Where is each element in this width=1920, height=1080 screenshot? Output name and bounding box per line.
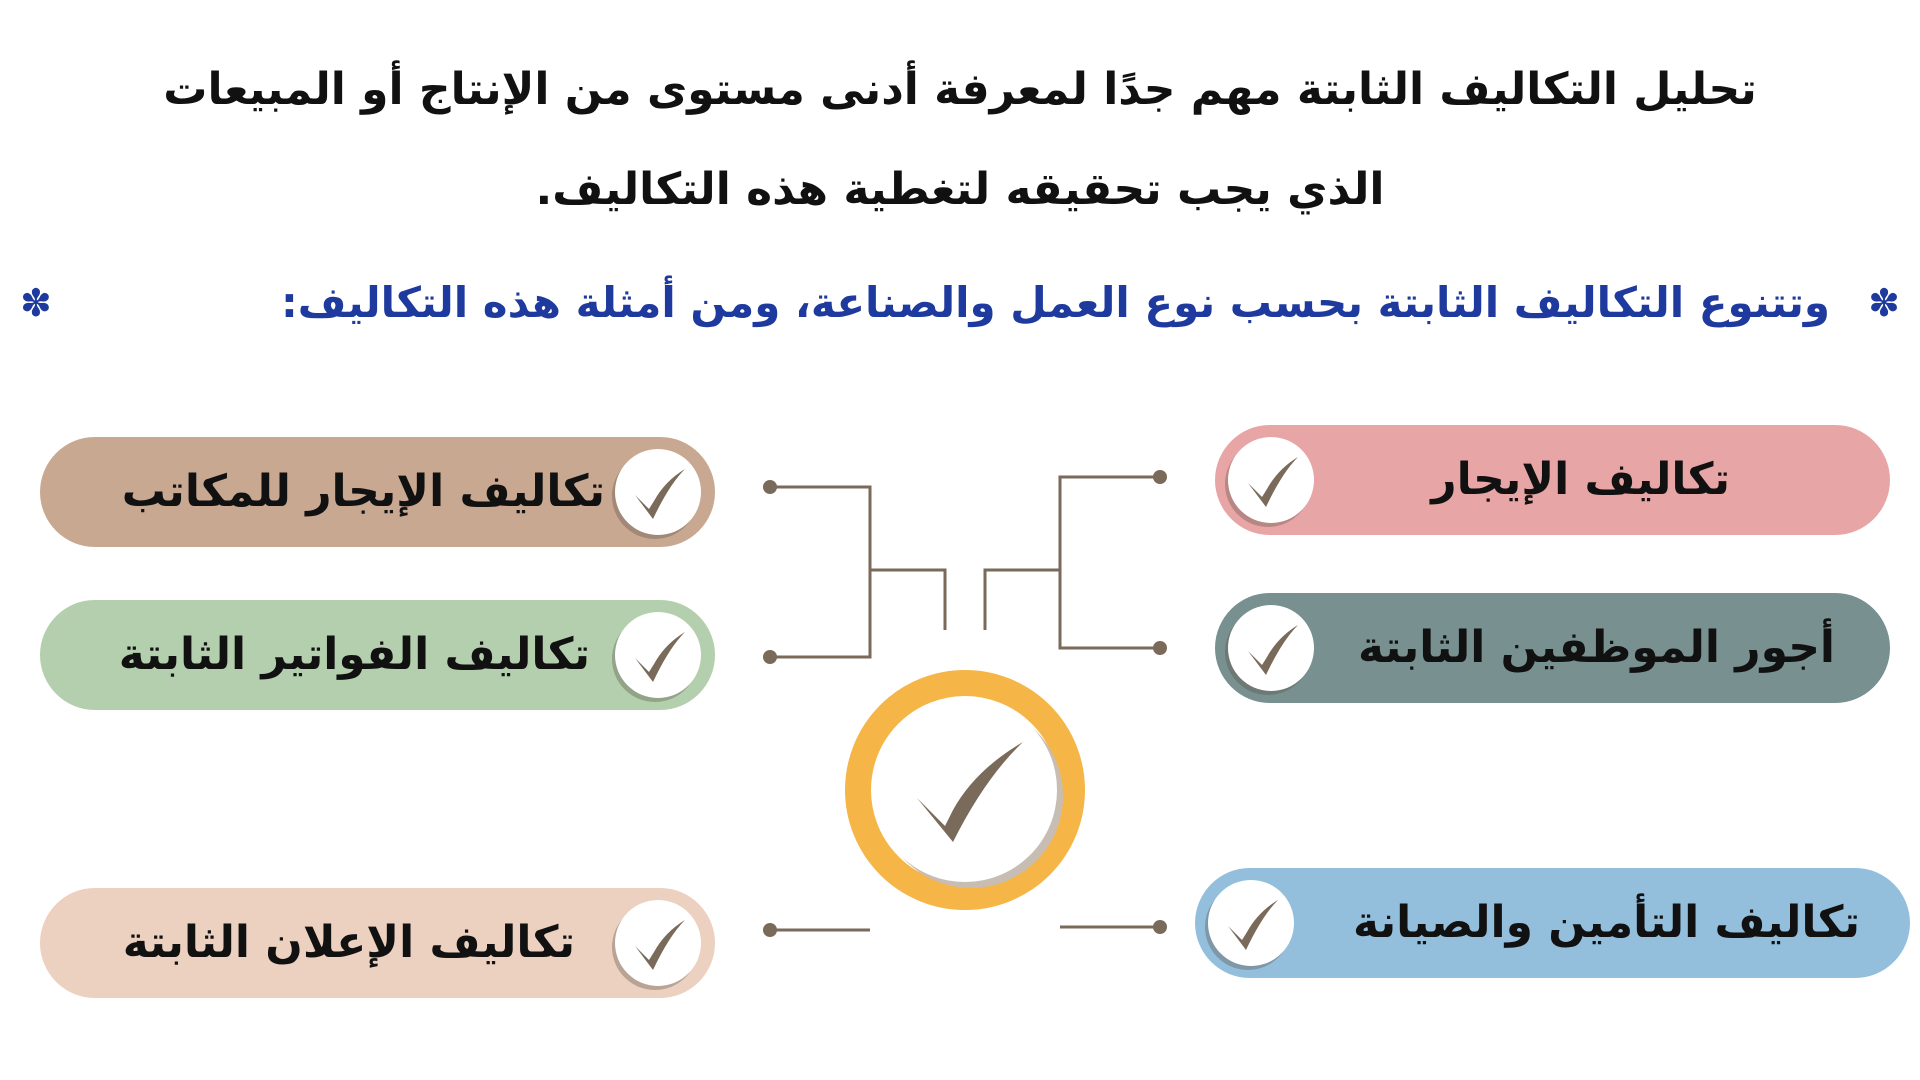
pill-label: تكاليف الفواتير الثابتة [118,629,590,680]
connector-left-middle [770,570,870,657]
connector-right-top [985,477,1160,630]
asterisk-flower-icon: ✽ [20,281,52,325]
pill-office-rent [40,437,715,547]
connector-dot [763,480,777,494]
pill-label: أجور الموظفين الثابتة [1358,622,1835,673]
check-circle [615,900,701,986]
asterisk-flower-icon: ✽ [1868,281,1900,325]
connector-right-middle [1060,570,1160,648]
check-circle [615,612,701,698]
connector-dot [763,923,777,937]
center-check-badge [845,670,1085,910]
check-circle [1208,880,1294,966]
checkmark-icon [1228,437,1314,523]
checkmark-icon [1208,880,1294,966]
checkmark-icon [1228,605,1314,691]
check-circle [1228,437,1314,523]
check-circle [1228,605,1314,691]
pill-label: تكاليف الإعلان الثابتة [122,917,575,968]
intro-line-1: تحليل التكاليف الثابتة مهم جدًا لمعرفة أدنى مستوى من الإنتاج أو المبيعات [163,64,1757,115]
pill-label: تكاليف الإيجار للمكاتب [121,466,605,517]
connector-left-top [770,487,945,630]
pill-staff-wages [1215,593,1890,703]
subheading-text: وتتنوع التكاليف الثابتة بحسب نوع العمل والصناعة، ومن أمثلة هذه التكاليف: [280,278,1830,327]
intro-line-2: الذي يجب تحقيقه لتغطية هذه التكاليف. [535,164,1385,215]
connector-dot [1153,470,1167,484]
pill-insurance-maintenance [1195,868,1910,978]
pill-fixed-advertising [40,888,715,998]
pill-label: تكاليف التأمين والصيانة [1352,897,1860,948]
connector-dot [1153,920,1167,934]
checkmark-icon [845,670,1085,910]
pill-fixed-bills [40,600,715,710]
connector-dot [1153,641,1167,655]
connector-dot [763,650,777,664]
checkmark-icon [615,612,701,698]
check-circle [615,449,701,535]
checkmark-icon [615,900,701,986]
pill-label: تكاليف الإيجار [1431,454,1730,505]
pill-rent [1215,425,1890,535]
checkmark-icon [615,449,701,535]
